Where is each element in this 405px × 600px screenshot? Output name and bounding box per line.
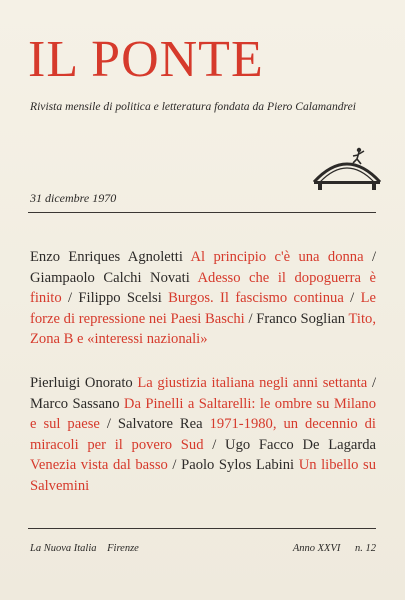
- article-title: Le forze di repressione nei Paesi Baschi: [30, 290, 376, 327]
- footer-publisher: [30, 543, 139, 554]
- issue-number: n. 12: [355, 543, 376, 554]
- separator: /: [106, 416, 111, 433]
- top-divider: [28, 212, 376, 213]
- article-title: Burgos. Il fascismo continua: [168, 290, 344, 307]
- article-author: Ugo Facco De Lagarda: [225, 436, 376, 453]
- article-title: Un libello su Salvemini: [30, 457, 376, 494]
- article-title: 1971-1980, un decennio di miracoli per il povero Sud: [30, 416, 376, 453]
- article-author: Enzo Enriques Agnoletti: [30, 249, 183, 265]
- separator: /: [67, 290, 73, 307]
- article-author: Pierluigi Onorato: [30, 375, 133, 391]
- article-author: Franco Soglian: [256, 310, 346, 327]
- issue-date: 31 dicembre 1970: [30, 191, 117, 205]
- article-title: Al principio c'è una donna: [190, 249, 364, 265]
- bottom-divider: [28, 528, 376, 529]
- publisher-name: La Nuova Italia: [30, 543, 97, 554]
- separator: /: [172, 457, 177, 474]
- contents-block-2: [30, 373, 376, 497]
- separator: /: [350, 290, 355, 307]
- separator: /: [212, 436, 217, 453]
- subtitle: Rivista mensile di politica e letteratura fondata da Piero Calamandrei: [30, 100, 356, 113]
- contents-block-1: [30, 247, 376, 350]
- separator: /: [371, 375, 376, 391]
- article-title: Da Pinelli a Saltarelli: le ombre su Milano e sul paese: [30, 395, 376, 433]
- separator: /: [371, 249, 376, 265]
- article-author: Filippo Scelsi: [78, 290, 162, 307]
- issue-year: Anno XXVI: [292, 543, 341, 554]
- publisher-city: Firenze: [107, 543, 139, 554]
- article-title: Tito, Zona B e «interessi nazionali»: [30, 310, 376, 348]
- bridge-figure-icon: [312, 144, 382, 190]
- article-title: La giustizia italiana negli anni settanta: [137, 375, 368, 391]
- article-author: Marco Sassano: [30, 395, 120, 412]
- article-title: Venezia vista dal basso: [30, 457, 168, 474]
- article-author: Paolo Sylos Labini: [181, 457, 295, 474]
- masthead-title: IL PONTE: [28, 31, 264, 88]
- footer-issue: [293, 543, 376, 554]
- article-title: Adesso che il dopoguerra è finito: [30, 269, 376, 307]
- footer: [30, 543, 376, 554]
- article-author: Giampaolo Calchi Novati: [30, 269, 190, 286]
- article-author: Salvatore Rea: [117, 416, 203, 433]
- separator: /: [248, 310, 253, 327]
